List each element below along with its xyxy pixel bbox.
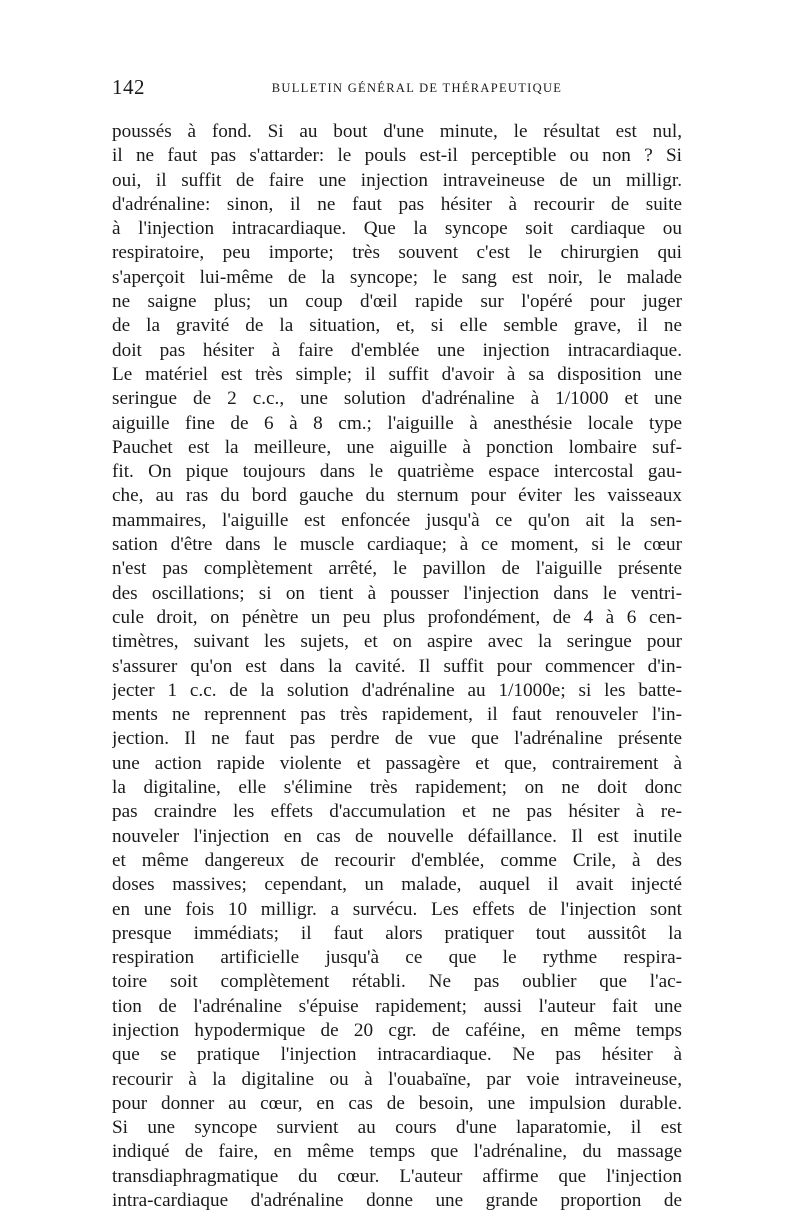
text-line: presque immédiats; il faut alors pratiquer tout aussitôt la	[112, 922, 682, 944]
text-line: que se pratique l'injection intracardiaque. Ne pas hésiter à	[112, 1044, 682, 1066]
body-paragraph	[112, 120, 682, 1213]
text-line: jection. Il ne faut pas perdre de vue que l'adrénaline présente	[112, 728, 682, 750]
text-line: poussés à fond. Si au bout d'une minute, le résultat est nul,	[112, 121, 682, 142]
text-line: respiratoire, peu importe; très souvent c'est le chirurgien qui	[112, 242, 682, 264]
text-line: sation d'être dans le muscle cardiaque; à ce moment, si le cœur	[112, 534, 682, 556]
text-line: transdiaphragmatique du cœur. L'auteur affirme que l'injection	[112, 1165, 682, 1187]
text-line: recourir à la digitaline ou à l'ouabaïne, par voie intraveineuse,	[112, 1068, 682, 1090]
text-line: injection hypodermique de 20 cgr. de caféine, en même temps	[112, 1019, 682, 1041]
text-line: Si une syncope survient au cours d'une laparatomie, il est	[112, 1117, 682, 1139]
text-line: jecter 1 c.c. de la solution d'adrénaline au 1/1000e; si les batte-	[112, 679, 682, 701]
text-line: la digitaline, elle s'élimine très rapidement; on ne doit donc	[112, 777, 682, 799]
text-line: pour donner au cœur, en cas de besoin, une impulsion durable.	[112, 1092, 682, 1114]
text-line: à l'injection intracardiaque. Que la syncope soit cardiaque ou	[112, 218, 682, 240]
text-line: des oscillations; si on tient à pousser l'injection dans le ventri-	[112, 582, 682, 604]
text-line: seringue de 2 c.c., une solution d'adrénaline à 1/1000 et une	[112, 388, 682, 410]
text-line: n'est pas complètement arrêté, le pavillon de l'aiguille présente	[112, 558, 682, 580]
page-number: 142	[112, 75, 145, 99]
text-line: Le matériel est très simple; il suffit d'avoir à sa disposition une	[112, 363, 682, 385]
text-line: ments ne reprennent pas très rapidement, il faut renouveler l'in-	[112, 704, 682, 726]
text-line: tion de l'adrénaline s'épuise rapidement; aussi l'auteur fait une	[112, 995, 682, 1017]
text-line: doses massives; cependant, un malade, auquel il avait injecté	[112, 874, 682, 896]
text-line: aiguille fine de 6 à 8 cm.; l'aiguille à anesthésie locale type	[112, 412, 682, 434]
text-line: timètres, suivant les sujets, et on aspire avec la seringue pour	[112, 631, 682, 653]
text-line: Pauchet est la meilleure, une aiguille à ponction lombaire suf-	[112, 436, 682, 458]
text-line: ne saigne plus; un coup d'œil rapide sur l'opéré pour juger	[112, 291, 682, 313]
text-line: che, au ras du bord gauche du sternum pour éviter les vaisseaux	[112, 485, 682, 507]
text-line: mammaires, l'aiguille est enfoncée jusqu'à ce qu'on ait la sen-	[112, 509, 682, 531]
text-line: toire soit complètement rétabli. Ne pas oublier que l'ac-	[112, 971, 682, 993]
running-header	[112, 76, 682, 98]
text-line: et même dangereux de recourir d'emblée, comme Crile, à des	[112, 849, 682, 871]
text-line: nouveler l'injection en cas de nouvelle défaillance. Il est inutile	[112, 825, 682, 847]
text-line: fit. On pique toujours dans le quatrième espace intercostal gau-	[112, 461, 682, 483]
text-line: indiqué de faire, en même temps que l'adrénaline, du massage	[112, 1141, 682, 1163]
text-line: d'adrénaline: sinon, il ne faut pas hésiter à recourir de suite	[112, 193, 682, 215]
text-line: de la gravité de la situation, et, si elle semble grave, il ne	[112, 315, 682, 337]
text-line: respiration artificielle jusqu'à ce que le rythme respira-	[112, 947, 682, 969]
text-line: en une fois 10 milligr. a survécu. Les effets de l'injection sont	[112, 898, 682, 920]
text-line: intra-cardiaque d'adrénaline donne une grande proportion de	[112, 1190, 682, 1212]
text-line: doit pas hésiter à faire d'emblée une injection intracardiaque.	[112, 339, 682, 361]
text-line: une action rapide violente et passagère et que, contrairement à	[112, 752, 682, 774]
running-title: BULLETIN GÉNÉRAL DE THÉRAPEUTIQUE	[271, 81, 563, 95]
text-line: pas craindre les effets d'accumulation et ne pas hésiter à re-	[112, 801, 682, 823]
text-line: s'assurer qu'on est dans la cavité. Il suffit pour commencer d'in-	[112, 655, 682, 677]
text-line: cule droit, on pénètre un peu plus profondément, de 4 à 6 cen-	[112, 606, 682, 628]
text-line: il ne faut pas s'attarder: le pouls est-il perceptible ou non ? Si	[112, 145, 682, 167]
text-line: oui, il suffit de faire une injection intraveineuse de un milligr.	[112, 169, 682, 191]
text-line: s'aperçoit lui-même de la syncope; le sang est noir, le malade	[112, 266, 682, 288]
